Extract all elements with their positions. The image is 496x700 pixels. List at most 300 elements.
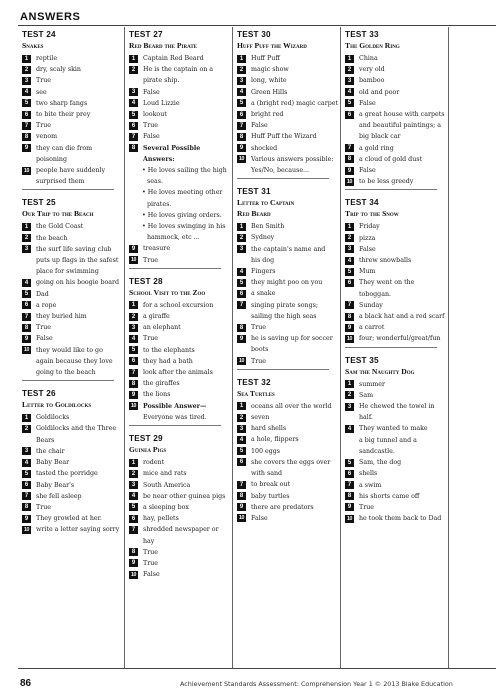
question-number-badge: 5 [345,459,354,467]
answer-row [129,356,231,367]
question-number-badge: 2 [345,234,354,242]
answer-text: bamboo [359,77,385,85]
answer-row [345,75,447,86]
test-number: TEST 26 [22,389,56,399]
answer-text: lookout [143,111,167,119]
answer-row [237,288,339,299]
question-number-badge: 8 [345,155,354,163]
answer-row [129,333,231,344]
answer-row [22,333,122,344]
answer-row [237,479,339,490]
answer-text: True [36,77,51,85]
answer-column-4 [345,30,447,532]
answer-text: baby turtles [251,492,290,500]
question-number-badge: 1 [345,55,354,63]
answer-text: there are predators [251,503,314,511]
question-number-badge: 10 [237,155,246,163]
question-number-badge: 9 [22,515,31,523]
answer-row [345,480,447,491]
answer-row [129,120,231,131]
question-number-badge: 2 [237,234,246,242]
question-number-badge: 4 [129,99,138,107]
answer-text: two sharp fangs [36,99,88,107]
question-number-badge: 9 [129,391,138,399]
answer-row [22,75,122,86]
test-number: TEST 29 [129,434,163,444]
question-number-badge: 6 [129,357,138,365]
question-number-badge: 3 [22,447,31,455]
section-rule [22,189,114,190]
question-number-badge: 6 [237,458,246,466]
answer-row [22,109,122,120]
answer-text: They wanted to make a big tunnel and a sandcastle. [359,425,428,455]
question-number-badge: 8 [345,313,354,321]
answer-row [345,143,447,154]
question-number-badge: 9 [22,144,31,152]
page-number: 86 [20,678,32,689]
answer-text: shells [359,470,378,478]
answer-text: shredded newspaper or hay [143,526,219,545]
answer-row [345,221,447,232]
question-number-badge: 5 [237,279,246,287]
footer-copyright: Achievement Standards Assessment: Comprehension Year 1 © 2013 Blake Education [180,680,453,688]
answer-text: for a school excursion [143,301,214,309]
answer-row [237,75,339,86]
answer-text: the lions [143,391,171,399]
test-title: Sam the Naughty Dog [345,366,415,376]
answer-text: the beach [36,234,68,242]
test-title: Red Beard the Pirate [129,41,198,50]
answer-text: seven [251,414,270,422]
question-number-badge: 2 [129,313,138,321]
answer-text: the Gold Coast [36,223,84,231]
answer-row [129,87,231,98]
answer-row [22,322,122,333]
answer-row [237,266,339,277]
answer-row [237,333,339,355]
question-number-badge: 7 [345,144,354,152]
question-number-badge: 7 [129,133,138,141]
test-number: TEST 31 [237,187,271,197]
answer-text: True [143,256,158,264]
answer-text: he is saving up for soccer boots [251,335,333,354]
question-number-badge: 6 [345,279,354,287]
answer-text: Ben Smith [251,223,285,231]
answer-row [237,300,339,322]
answer-text: to the elephants [143,346,195,354]
section-rule [237,369,329,370]
test-number: TEST 24 [22,30,56,39]
question-number-badge: 2 [129,470,138,478]
answer-row [129,64,231,86]
answer-text: South America [143,481,191,489]
answer-row [345,98,447,109]
bullet-text: He loves meeting other pirates. [147,189,223,208]
answer-row [237,109,339,120]
answer-text: Green Hills [251,88,288,96]
question-number-badge: 9 [345,324,354,332]
question-number-badge: 4 [129,335,138,343]
question-number-badge: 9 [237,335,246,343]
question-number-badge: 7 [237,122,246,130]
answer-row [345,165,447,176]
question-number-badge: 8 [22,133,31,141]
answer-column-2 [129,30,231,588]
answer-text: four; wonderful/great/fun [359,335,441,343]
answer-row [22,221,122,232]
question-number-badge: 9 [129,559,138,567]
question-number-badge: 8 [129,548,138,556]
question-number-badge: 9 [237,503,246,511]
test-title: Guinea Pigs [129,445,167,455]
answer-text: a gold ring [359,144,394,152]
answer-text: treasure [143,245,171,253]
answer-text: he took them back to Dad [359,515,442,523]
answer-row [129,243,231,254]
answer-row [129,389,231,400]
answer-text: True [36,503,51,511]
question-number-badge: 1 [237,223,246,231]
answer-row [345,176,447,187]
answer-row [129,143,231,165]
answer-row [345,311,447,322]
question-number-badge: 1 [345,380,354,388]
answer-text: a (bright red) magic carpet [251,99,338,107]
answer-text: a black hat and a red scarf [359,313,445,321]
answer-text: hay, pellets [143,515,179,523]
answer-bullet [129,221,231,243]
answer-row [237,64,339,75]
bullet-text: He loves swinging in his hammock, etc ... [147,223,226,242]
answer-row [237,221,339,232]
answer-row [237,322,339,333]
answer-text: people have suddenly surprised them [36,167,106,186]
answer-row [345,468,447,479]
answer-text: True [359,503,374,511]
answer-row [237,491,339,502]
answer-row [129,98,231,109]
answer-text: be near other guinea pigs [143,492,226,500]
answer-row [237,154,339,176]
answer-text: a hole, flippers [251,436,299,444]
section-rule [345,189,437,190]
answer-text: He chewed the towel in half. [359,403,435,422]
question-number-badge: 10 [129,402,138,410]
answer-text: write a letter saying sorry [36,526,120,534]
question-number-badge: 7 [22,492,31,500]
question-number-badge: 8 [129,380,138,388]
answer-text: pizza [359,234,376,242]
answer-row [237,53,339,64]
answer-row [237,502,339,513]
answer-text: singing pirate songs; sailing the high seas [251,301,318,320]
answer-text: dry, scaly skin [36,66,81,74]
answer-row [129,300,231,311]
answer-row [345,87,447,98]
question-number-badge: 1 [22,414,31,422]
test-block [22,198,122,381]
answer-text: they would like to go again because they love going to the beach [36,346,113,377]
answer-row [22,120,122,131]
test-block [22,30,122,190]
answer-row [345,379,447,390]
question-number-badge: 4 [22,459,31,467]
answer-text: the chair [36,447,65,455]
answer-text: they might poo on you [251,279,323,287]
question-number-badge: 1 [129,301,138,309]
answer-row [129,131,231,142]
answer-text: to break out [251,481,291,489]
question-number-badge: 8 [129,144,138,152]
answer-text: very old [359,66,385,74]
answer-text: False [251,514,268,522]
question-number-badge: 7 [129,526,138,534]
answer-row [129,109,231,120]
answer-row [129,378,231,389]
answer-text: Friday [359,223,380,231]
question-number-badge: 1 [22,223,31,231]
question-number-badge: 9 [22,335,31,343]
question-number-badge: 2 [237,414,246,422]
question-number-badge: 10 [237,514,246,522]
answer-row [22,64,122,75]
question-number-badge: 7 [22,122,31,130]
answer-row [345,390,447,401]
answer-text: a sleeping box [143,503,189,511]
answer-row [129,367,231,378]
question-number-badge: 4 [22,88,31,96]
section-rule [129,268,221,269]
answer-row [345,266,447,277]
test-block [345,198,447,347]
question-number-badge: 8 [22,324,31,332]
question-number-badge: 9 [345,503,354,511]
answer-text: hard shells [251,425,287,433]
question-number-badge: 6 [22,111,31,119]
test-title: School Visit to the Zoo [129,287,206,297]
answer-text: True [251,324,266,332]
question-number-badge: 7 [345,301,354,309]
answer-row [345,277,447,299]
question-number-badge: 10 [345,515,354,523]
question-number-badge: 8 [345,492,354,500]
test-number: TEST 28 [129,276,163,286]
question-number-badge: 8 [237,133,246,141]
answer-text: old and poor [359,88,400,96]
test-number: TEST 27 [129,30,163,39]
answer-row [237,513,339,524]
answer-row [237,120,339,131]
question-number-badge: 10 [22,526,31,534]
column-divider [340,27,341,668]
answer-row [129,255,231,266]
section-rule [237,178,329,179]
answer-row [22,524,122,535]
bullet-icon: • [142,211,148,219]
answer-row [22,311,122,322]
test-number: TEST 34 [345,198,379,208]
answer-row [129,480,231,491]
question-number-badge: 3 [237,245,246,253]
question-number-badge: 5 [129,503,138,511]
section-rule [345,347,437,348]
question-number-badge: 2 [345,391,354,399]
answer-text: Goldilocks and the Three Bears [36,425,117,444]
question-number-badge: 10 [129,256,138,264]
answer-row [237,98,339,109]
answer-text: she fell asleep [36,492,82,500]
answer-row [345,401,447,423]
question-number-badge: 3 [129,88,138,96]
answer-text: Fingers [251,268,276,276]
answer-text: they had a bath [143,357,193,365]
question-number-badge: 5 [345,268,354,276]
answer-bullet [129,210,231,221]
answer-row [129,547,231,558]
answer-text: 100 eggs [251,447,281,455]
answer-text: False [143,133,160,141]
answer-text: He is the captain on a pirate ship. [143,66,214,85]
answer-row [237,412,339,423]
question-number-badge: 1 [129,459,138,467]
answer-text: True [143,548,158,556]
question-number-badge: 7 [345,481,354,489]
footer-rule [18,668,496,669]
answer-text: shocked [251,144,278,152]
test-title: Huff Puff the Wizard [237,41,307,50]
test-title: Our Trip to the Beach [22,209,94,219]
test-number: TEST 25 [22,198,56,208]
answer-text: going on his boogie board [36,279,120,287]
question-number-badge: 3 [129,324,138,332]
section-rule [22,380,114,381]
answer-text: to be less greedy [359,178,414,186]
question-number-badge: 10 [22,346,31,354]
answer-row [22,53,122,64]
test-block [345,356,447,525]
question-number-badge: 2 [345,66,354,74]
bullet-icon: • [142,167,148,175]
question-number-badge: 5 [129,111,138,119]
answer-row [237,277,339,288]
question-number-badge: 3 [345,245,354,253]
question-number-badge: 10 [345,178,354,186]
question-number-badge: 9 [237,144,246,152]
question-number-badge: 4 [345,425,354,433]
test-block [345,30,447,190]
answer-text: Sam, the dog [359,459,402,467]
answer-text: Several Possible Answers: [143,144,201,163]
answer-row [22,468,122,479]
answer-text: Huff Puff [251,55,280,62]
question-number-badge: 2 [129,66,138,74]
answer-row [345,322,447,333]
answer-row [237,143,339,154]
question-number-badge: 4 [129,492,138,500]
answer-text: a rope [36,301,57,309]
question-number-badge: 2 [22,425,31,433]
question-number-badge: 5 [237,99,246,107]
answer-text: the giraffes [143,380,180,388]
answer-row [22,233,122,244]
answer-row [345,502,447,513]
answer-row [22,143,122,165]
test-block [237,187,339,370]
answer-row [22,165,122,187]
question-number-badge: 5 [345,99,354,107]
answer-row [129,322,231,333]
answer-row [129,524,231,546]
answer-text: a great house with carpets and beautiful paintings; a big black car [359,111,445,141]
question-number-badge: 8 [237,492,246,500]
question-number-badge: 8 [22,503,31,511]
answer-row [345,233,447,244]
answer-text: Captain Red Beard [143,55,204,62]
question-number-badge: 6 [237,111,246,119]
question-number-badge: 3 [345,403,354,411]
question-number-badge: 6 [22,301,31,309]
question-number-badge: 4 [237,268,246,276]
answer-text: Huff Puff the Wizard [251,133,317,141]
answer-text: They growled at her. [36,515,102,523]
question-number-badge: 2 [22,66,31,74]
answer-text: summer [359,380,385,388]
question-number-badge: 3 [237,425,246,433]
answer-row [345,255,447,266]
answer-text: a cloud of gold dust [359,155,423,163]
answer-row [22,491,122,502]
answer-row [129,53,231,64]
bullet-text: He loves giving orders. [147,211,222,219]
answer-text: Baby Bear [36,459,70,467]
answer-column-3 [237,30,339,532]
answer-text: mice and rats [143,470,187,478]
answer-row [345,333,447,344]
answer-text: False [359,167,376,175]
question-number-badge: 6 [345,470,354,478]
column-divider [124,27,125,668]
question-number-badge: 2 [22,234,31,242]
answer-row [129,569,231,580]
question-number-badge: 9 [345,167,354,175]
answer-row [345,154,447,165]
answer-text: his shorts came off [359,492,420,500]
answer-text: They went on the toboggan. [359,279,415,298]
test-block [129,434,231,580]
answer-row [22,244,122,278]
test-title: Trip to the Snow [345,209,399,219]
answer-row [129,558,231,569]
test-number: TEST 33 [345,30,379,39]
answer-row [129,513,231,524]
question-number-badge: 4 [237,88,246,96]
answer-text: Mum [359,268,376,276]
answer-text: oceans all over the world [251,402,332,410]
question-number-badge: 5 [129,346,138,354]
question-number-badge: 1 [129,55,138,63]
answer-text: China [359,55,378,62]
answer-row [345,513,447,524]
question-number-badge: 8 [237,324,246,332]
question-number-badge: 3 [129,481,138,489]
answer-row [237,131,339,142]
answer-row [22,98,122,109]
question-number-badge: 4 [345,88,354,96]
answer-row [22,87,122,98]
answer-row [22,457,122,468]
question-number-badge: 1 [237,55,246,63]
answer-row [237,244,339,266]
